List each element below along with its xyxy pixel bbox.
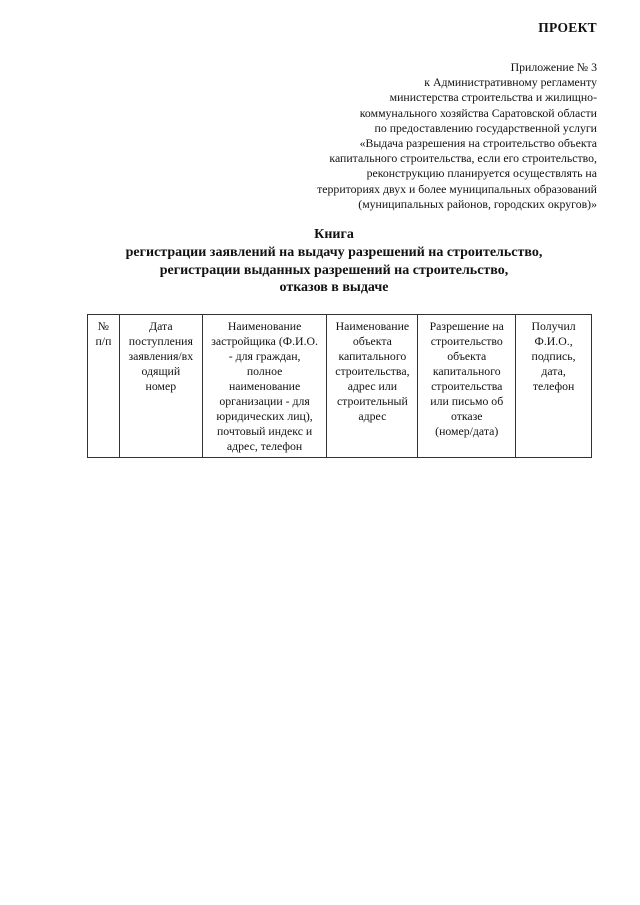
appendix-line: территориях двух и более муниципальных образований [317, 181, 597, 196]
appendix-line: по предоставлению государственной услуги [374, 120, 597, 135]
column-header-date: Дата поступления заявления/вх одящий номер [119, 315, 202, 458]
appendix-line: Приложение № 3 [510, 60, 597, 74]
appendix-line: реконструкцию планируется осуществлять на [366, 166, 597, 181]
appendix-line: коммунального хозяйства Саратовской области [359, 105, 597, 120]
title-line: отказов в выдаче [279, 280, 389, 296]
appendix-line: «Выдача разрешения на строительство объекта [359, 136, 597, 151]
title-line: регистрации заявлений на выдачу разрешений на строительство, [125, 244, 543, 260]
title-line: регистрации выданных разрешений на строительство, [159, 262, 509, 278]
appendix-line: министерства строительства и жилищно- [389, 90, 597, 105]
appendix-line: к Административному регламенту [424, 75, 597, 90]
table-header-row [88, 315, 592, 458]
registration-table [87, 314, 592, 458]
column-header-permit: Разрешение на строительство объекта капитального строительства или письмо об отказе (номер/дата) [418, 315, 516, 458]
appendix-line: (муниципальных районов, городских округов)» [358, 196, 597, 211]
appendix-line: капитального строительства, если его строительство, [329, 151, 597, 166]
appendix-block [267, 60, 597, 212]
column-header-received: Получил Ф.И.О., подпись, дата, телефон [516, 315, 592, 458]
title-line: Книга [314, 227, 354, 242]
column-header-object: Наименование объекта капитального строительства, адрес или строительный адрес [327, 315, 418, 458]
column-header-number: № п/п [88, 315, 120, 458]
document-title [60, 226, 608, 297]
project-label: ПРОЕКТ [538, 20, 597, 35]
column-header-developer: Наименование застройщика (Ф.И.О. - для граждан, полное наименование организации - для юридических лиц), почтовый индекс и адрес, телефон [202, 315, 327, 458]
